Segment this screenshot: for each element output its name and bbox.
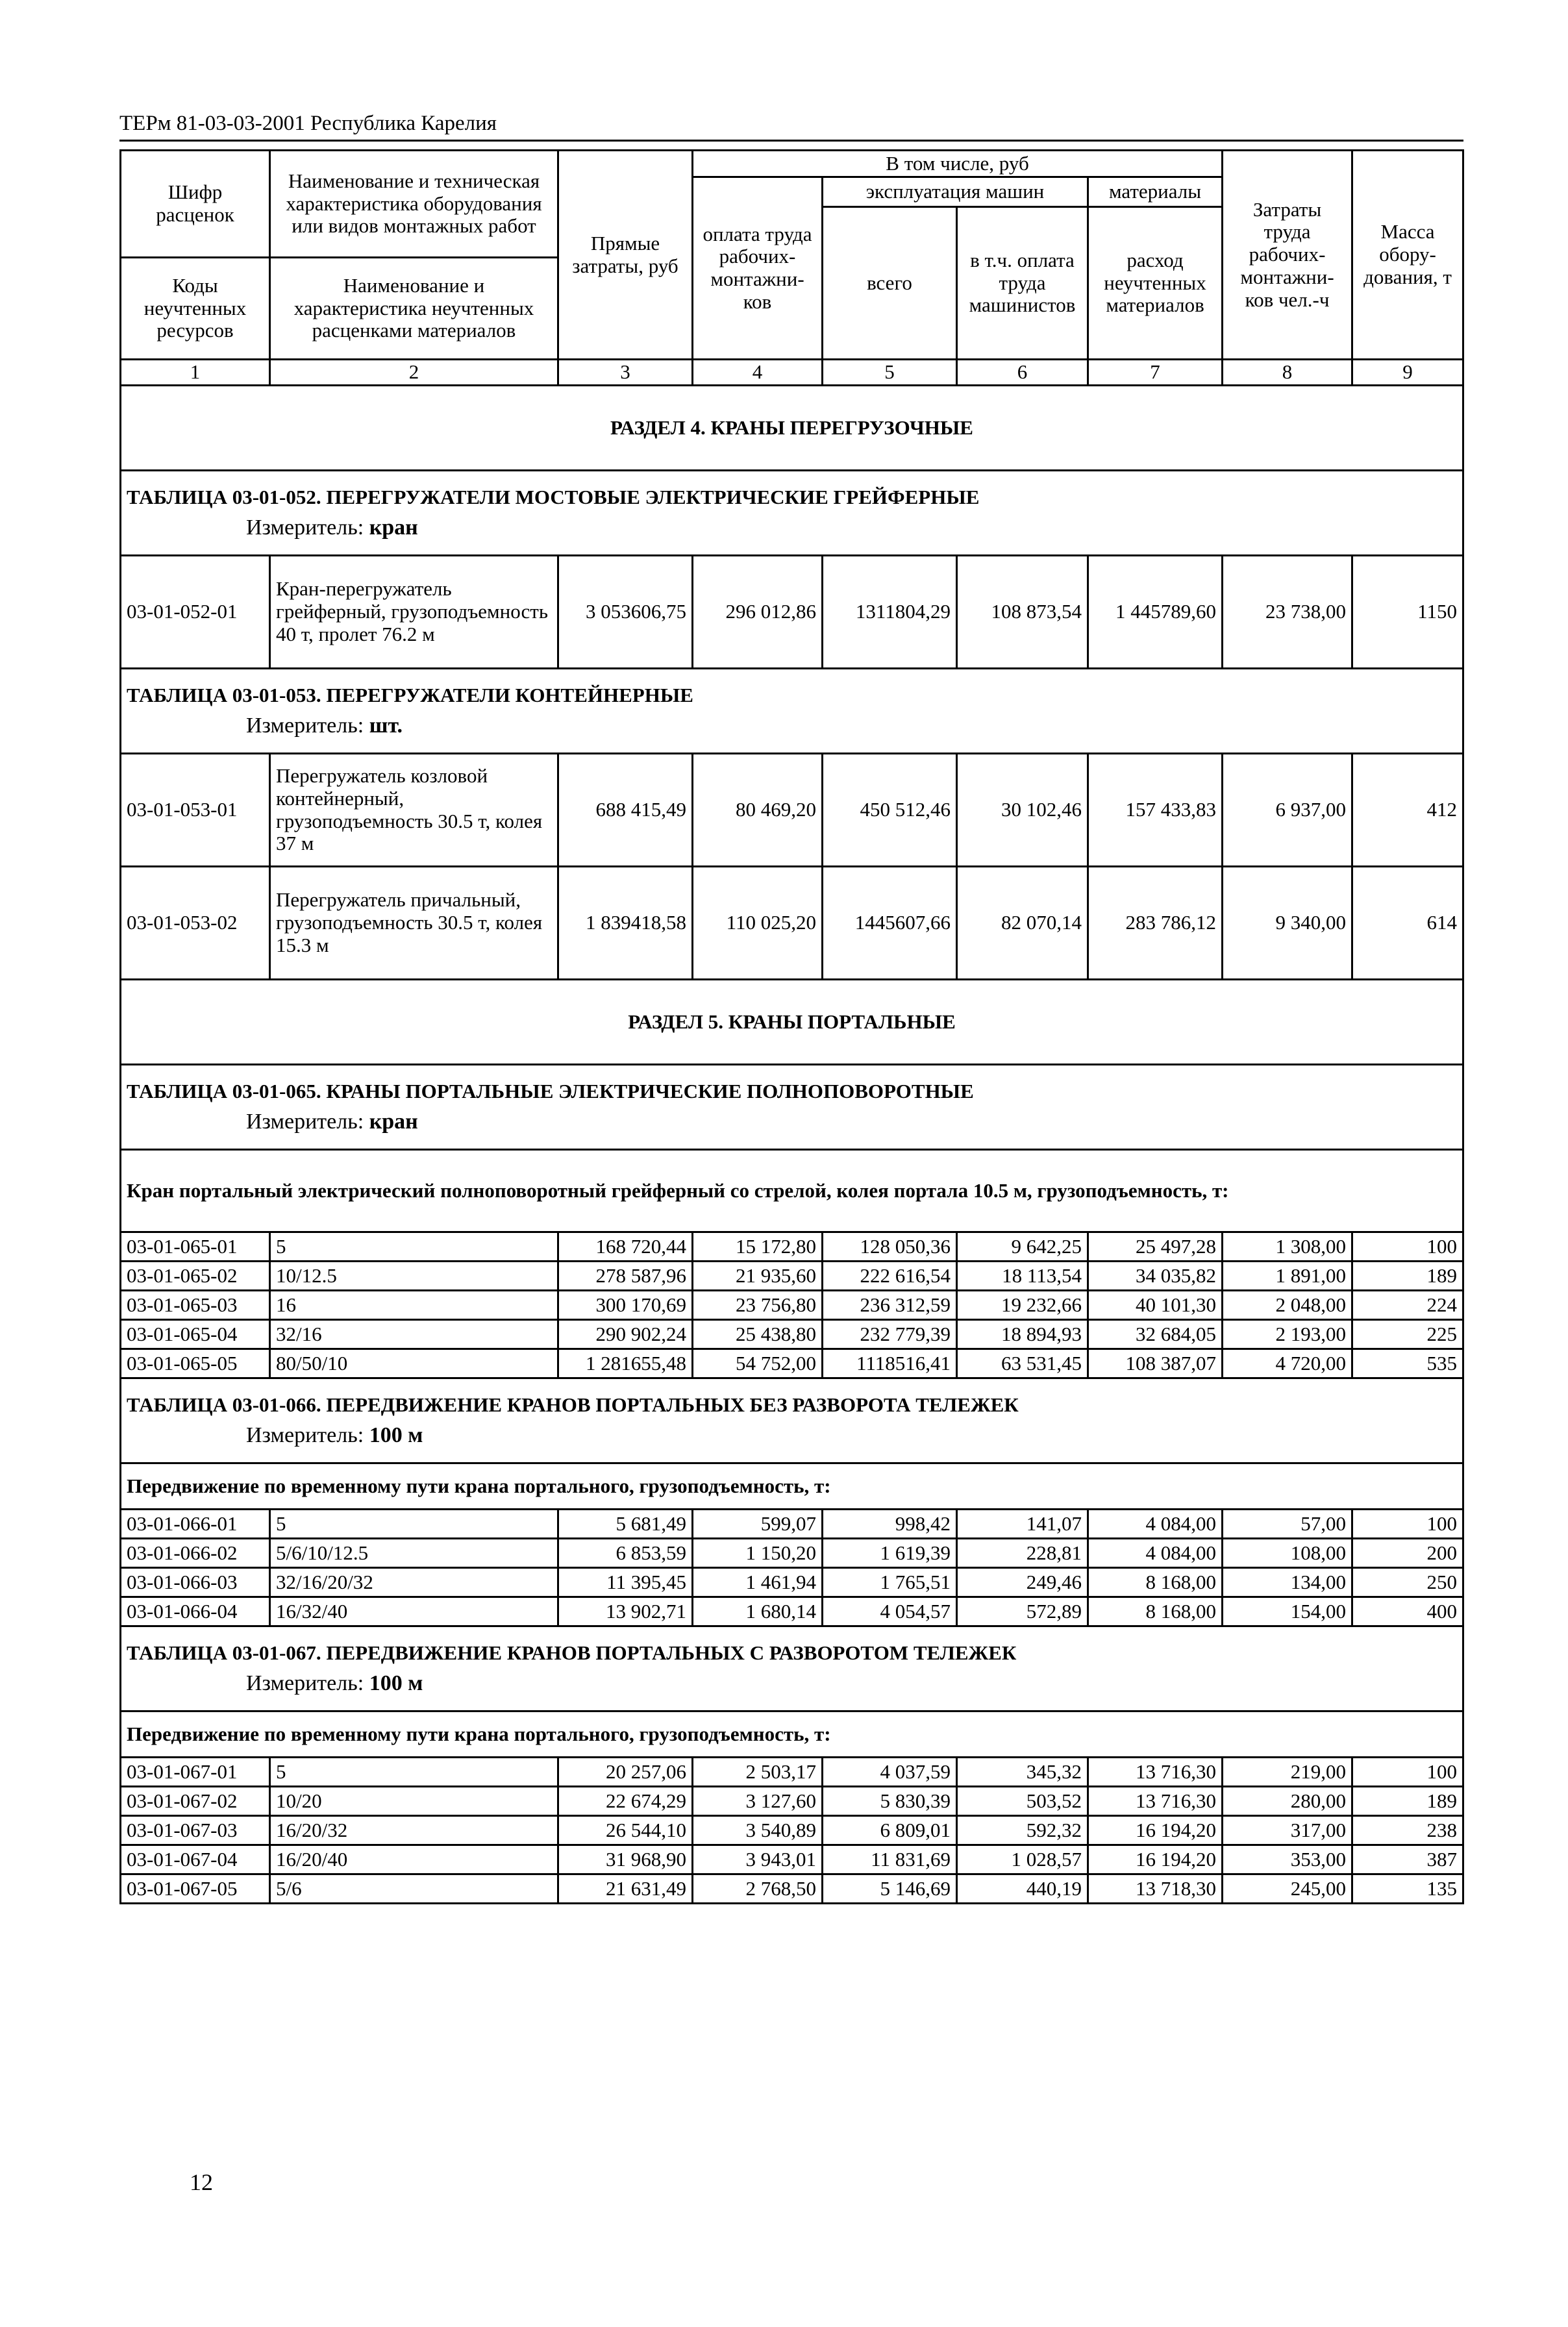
rate-code: 03-01-066-01 (121, 1510, 270, 1539)
labor-hours: 280,00 (1223, 1787, 1352, 1816)
item-name: 10/12.5 (270, 1262, 558, 1291)
machinist-wages: 141,07 (957, 1510, 1088, 1539)
column-numbers-row (121, 360, 1463, 386)
equipment-mass: 224 (1352, 1291, 1463, 1320)
direct-costs: 6 853,59 (558, 1539, 693, 1568)
work-description: Передвижение по временному пути крана портального, грузоподъемность, т: (121, 1711, 1463, 1758)
equipment-mass: 100 (1352, 1758, 1463, 1787)
table-title: ТАБЛИЦА 03-01-053. ПЕРЕГРУЖАТЕЛИ КОНТЕЙНЕРНЫЕ (127, 684, 693, 707)
table-row (121, 1510, 1463, 1539)
machinist-wages: 108 873,54 (957, 556, 1088, 669)
item-name: 32/16 (270, 1320, 558, 1349)
rate-code: 03-01-066-04 (121, 1597, 270, 1626)
labor-hours: 134,00 (1223, 1568, 1352, 1597)
item-name: 32/16/20/32 (270, 1568, 558, 1597)
labor-hours: 108,00 (1223, 1539, 1352, 1568)
header-labor: Затраты труда рабочих-монтажни-ков чел.-ч (1223, 151, 1352, 360)
equipment-mass: 225 (1352, 1320, 1463, 1349)
item-name: Перегружатель козловой контейнерный, грузоподъемность 30.5 т, колея 37 м (270, 754, 558, 867)
rate-code: 03-01-052-01 (121, 556, 270, 669)
column-number: 9 (1352, 360, 1463, 386)
direct-costs: 688 415,49 (558, 754, 693, 867)
table-row (121, 1758, 1463, 1787)
column-number: 7 (1088, 360, 1223, 386)
labor-hours: 219,00 (1223, 1758, 1352, 1787)
table-row (121, 1874, 1463, 1904)
worker-wages: 110 025,20 (693, 867, 823, 980)
materials-cost: 34 035,82 (1088, 1262, 1223, 1291)
worker-wages: 1 150,20 (693, 1539, 823, 1568)
item-name: Кран-перегружатель грейферный, грузоподъемность 40 т, пролет 76.2 м (270, 556, 558, 669)
equipment-mass: 100 (1352, 1510, 1463, 1539)
item-name: 5 (270, 1232, 558, 1262)
materials-cost: 13 718,30 (1088, 1874, 1223, 1904)
item-name: 10/20 (270, 1787, 558, 1816)
section-heading: РАЗДЕЛ 5. КРАНЫ ПОРТАЛЬНЫЕ (121, 980, 1463, 1065)
column-number: 2 (270, 360, 558, 386)
item-name: 16 (270, 1291, 558, 1320)
labor-hours: 23 738,00 (1223, 556, 1352, 669)
materials-cost: 1 445789,60 (1088, 556, 1223, 669)
measure-value: 100 м (369, 1671, 423, 1695)
measure-label: Измеритель: (246, 1671, 364, 1695)
table-row (121, 754, 1463, 867)
item-name: 16/32/40 (270, 1597, 558, 1626)
direct-costs: 300 170,69 (558, 1291, 693, 1320)
table-row (121, 1232, 1463, 1262)
equipment-mass: 250 (1352, 1568, 1463, 1597)
header-machinist-wages: в т.ч. оплата труда машинистов (957, 207, 1088, 360)
materials-cost: 283 786,12 (1088, 867, 1223, 980)
labor-hours: 6 937,00 (1223, 754, 1352, 867)
header-material-names: Наименование и характеристика неучтенных расценками материалов (270, 258, 558, 360)
table-row (121, 1597, 1463, 1626)
machines-total: 222 616,54 (823, 1262, 957, 1291)
equipment-mass: 400 (1352, 1597, 1463, 1626)
rate-code: 03-01-053-02 (121, 867, 270, 980)
machinist-wages: 345,32 (957, 1758, 1088, 1787)
labor-hours: 2 048,00 (1223, 1291, 1352, 1320)
machines-total: 1445607,66 (823, 867, 957, 980)
rate-code: 03-01-067-05 (121, 1874, 270, 1904)
materials-cost: 25 497,28 (1088, 1232, 1223, 1262)
worker-wages: 15 172,80 (693, 1232, 823, 1262)
worker-wages: 599,07 (693, 1510, 823, 1539)
table-title: ТАБЛИЦА 03-01-052. ПЕРЕГРУЖАТЕЛИ МОСТОВЫЕ ЭЛЕКТРИЧЕСКИЕ ГРЕЙФЕРНЫЕ (127, 486, 980, 509)
rate-code: 03-01-065-05 (121, 1349, 270, 1378)
machinist-wages: 9 642,25 (957, 1232, 1088, 1262)
machinist-wages: 592,32 (957, 1816, 1088, 1845)
header-code: Шифр расценок (121, 151, 270, 258)
worker-wages: 80 469,20 (693, 754, 823, 867)
machinist-wages: 503,52 (957, 1787, 1088, 1816)
machines-total: 998,42 (823, 1510, 957, 1539)
item-name: 16/20/40 (270, 1845, 558, 1874)
rate-code: 03-01-065-02 (121, 1262, 270, 1291)
column-number: 6 (957, 360, 1088, 386)
worker-wages: 3 540,89 (693, 1816, 823, 1845)
column-number: 4 (693, 360, 823, 386)
machinist-wages: 18 894,93 (957, 1320, 1088, 1349)
table-title-row (121, 1626, 1463, 1711)
price-table (119, 149, 1464, 1904)
machinist-wages: 440,19 (957, 1874, 1088, 1904)
direct-costs: 21 631,49 (558, 1874, 693, 1904)
measure-unit (127, 1110, 1457, 1134)
labor-hours: 2 193,00 (1223, 1320, 1352, 1349)
header-mass: Масса обору-дования, т (1352, 151, 1463, 360)
worker-wages: 1 680,14 (693, 1597, 823, 1626)
item-name: 5/6 (270, 1874, 558, 1904)
measure-unit (127, 1423, 1457, 1448)
rate-code: 03-01-067-01 (121, 1758, 270, 1787)
labor-hours: 9 340,00 (1223, 867, 1352, 980)
rate-code: 03-01-067-03 (121, 1816, 270, 1845)
worker-wages: 1 461,94 (693, 1568, 823, 1597)
item-name: 5/6/10/12.5 (270, 1539, 558, 1568)
table-row (121, 1539, 1463, 1568)
machines-total: 5 830,39 (823, 1787, 957, 1816)
rate-code: 03-01-067-04 (121, 1845, 270, 1874)
machines-total: 232 779,39 (823, 1320, 957, 1349)
labor-hours: 1 891,00 (1223, 1262, 1352, 1291)
worker-wages: 2 503,17 (693, 1758, 823, 1787)
worker-wages: 2 768,50 (693, 1874, 823, 1904)
item-name: 16/20/32 (270, 1816, 558, 1845)
rate-code: 03-01-067-02 (121, 1787, 270, 1816)
section-heading: РАЗДЕЛ 4. КРАНЫ ПЕРЕГРУЗОЧНЫЕ (121, 386, 1463, 471)
rate-code: 03-01-065-03 (121, 1291, 270, 1320)
materials-cost: 16 194,20 (1088, 1816, 1223, 1845)
labor-hours: 154,00 (1223, 1597, 1352, 1626)
item-name: 80/50/10 (270, 1349, 558, 1378)
measure-value: кран (369, 1109, 418, 1134)
table-row (121, 1845, 1463, 1874)
machines-total: 236 312,59 (823, 1291, 957, 1320)
header-including: В том числе, руб (693, 151, 1223, 177)
direct-costs: 1 839418,58 (558, 867, 693, 980)
rate-code: 03-01-066-02 (121, 1539, 270, 1568)
worker-wages: 3 943,01 (693, 1845, 823, 1874)
section-heading-row (121, 386, 1463, 471)
equipment-mass: 238 (1352, 1816, 1463, 1845)
table-row (121, 556, 1463, 669)
header-direct-costs: Прямые затраты, руб (558, 151, 693, 360)
machinist-wages: 63 531,45 (957, 1349, 1088, 1378)
equipment-mass: 614 (1352, 867, 1463, 980)
machinist-wages: 572,89 (957, 1597, 1088, 1626)
description-row (121, 1711, 1463, 1758)
materials-cost: 32 684,05 (1088, 1320, 1223, 1349)
machines-total: 11 831,69 (823, 1845, 957, 1874)
equipment-mass: 412 (1352, 754, 1463, 867)
machines-total: 450 512,46 (823, 754, 957, 867)
header-unaccounted-materials: расход неучтенных материалов (1088, 207, 1223, 360)
table-title-row (121, 1065, 1463, 1150)
worker-wages: 21 935,60 (693, 1262, 823, 1291)
rate-code: 03-01-065-04 (121, 1320, 270, 1349)
measure-value: кран (369, 515, 418, 540)
description-row (121, 1463, 1463, 1510)
measure-label: Измеритель: (246, 1423, 364, 1447)
direct-costs: 11 395,45 (558, 1568, 693, 1597)
item-name: 5 (270, 1758, 558, 1787)
table-row (121, 1320, 1463, 1349)
machinist-wages: 82 070,14 (957, 867, 1088, 980)
machinist-wages: 19 232,66 (957, 1291, 1088, 1320)
direct-costs: 26 544,10 (558, 1816, 693, 1845)
header-name: Наименование и техническая характеристика оборудования или видов монтажных работ (270, 151, 558, 258)
materials-cost: 8 168,00 (1088, 1597, 1223, 1626)
materials-cost: 108 387,07 (1088, 1349, 1223, 1378)
equipment-mass: 1150 (1352, 556, 1463, 669)
materials-cost: 8 168,00 (1088, 1568, 1223, 1597)
equipment-mass: 100 (1352, 1232, 1463, 1262)
table-row (121, 1349, 1463, 1378)
direct-costs: 278 587,96 (558, 1262, 693, 1291)
machines-total: 4 037,59 (823, 1758, 957, 1787)
page-number: 12 (190, 2169, 213, 2195)
machines-total: 5 146,69 (823, 1874, 957, 1904)
measure-label: Измеритель: (246, 713, 364, 738)
header-machines-total: всего (823, 207, 957, 360)
header-materials: материалы (1088, 177, 1223, 207)
table-title: ТАБЛИЦА 03-01-066. ПЕРЕДВИЖЕНИЕ КРАНОВ ПОРТАЛЬНЫХ БЕЗ РАЗВОРОТА ТЕЛЕЖЕК (127, 1393, 1019, 1417)
document-header: ТЕРм 81-03-03-2001 Республика Карелия (119, 112, 1463, 142)
table-title: ТАБЛИЦА 03-01-067. ПЕРЕДВИЖЕНИЕ КРАНОВ ПОРТАЛЬНЫХ С РАЗВОРОТОМ ТЕЛЕЖЕК (127, 1641, 1017, 1665)
labor-hours: 1 308,00 (1223, 1232, 1352, 1262)
work-description: Кран портальный электрический полноповоротный грейферный со стрелой, колея портала 10.5 м, грузоподъемность, т: (121, 1150, 1463, 1232)
column-number: 8 (1223, 360, 1352, 386)
machines-total: 1311804,29 (823, 556, 957, 669)
column-number: 5 (823, 360, 957, 386)
materials-cost: 13 716,30 (1088, 1758, 1223, 1787)
equipment-mass: 535 (1352, 1349, 1463, 1378)
machinist-wages: 1 028,57 (957, 1845, 1088, 1874)
item-name: 5 (270, 1510, 558, 1539)
worker-wages: 25 438,80 (693, 1320, 823, 1349)
machines-total: 6 809,01 (823, 1816, 957, 1845)
labor-hours: 4 720,00 (1223, 1349, 1352, 1378)
measure-unit (127, 714, 1457, 738)
table-row (121, 1568, 1463, 1597)
table-title: ТАБЛИЦА 03-01-065. КРАНЫ ПОРТАЛЬНЫЕ ЭЛЕКТРИЧЕСКИЕ ПОЛНОПОВОРОТНЫЕ (127, 1080, 974, 1103)
table-row (121, 1816, 1463, 1845)
header-machines: эксплуатация машин (823, 177, 1088, 207)
section-heading-row (121, 980, 1463, 1065)
worker-wages: 296 012,86 (693, 556, 823, 669)
direct-costs: 3 053606,75 (558, 556, 693, 669)
materials-cost: 16 194,20 (1088, 1845, 1223, 1874)
direct-costs: 20 257,06 (558, 1758, 693, 1787)
equipment-mass: 189 (1352, 1787, 1463, 1816)
machinist-wages: 228,81 (957, 1539, 1088, 1568)
materials-cost: 13 716,30 (1088, 1787, 1223, 1816)
rate-code: 03-01-066-03 (121, 1568, 270, 1597)
table-row (121, 1787, 1463, 1816)
machines-total: 128 050,36 (823, 1232, 957, 1262)
header-wages: оплата труда рабочих-монтажни-ков (693, 177, 823, 360)
work-description: Передвижение по временному пути крана портального, грузоподъемность, т: (121, 1463, 1463, 1510)
measure-value: шт. (369, 713, 403, 738)
equipment-mass: 387 (1352, 1845, 1463, 1874)
measure-unit (127, 1671, 1457, 1696)
materials-cost: 4 084,00 (1088, 1510, 1223, 1539)
measure-value: 100 м (369, 1423, 423, 1447)
measure-label: Измеритель: (246, 1109, 364, 1134)
machines-total: 1 765,51 (823, 1568, 957, 1597)
item-name: Перегружатель причальный, грузоподъемность 30.5 т, колея 15.3 м (270, 867, 558, 980)
machines-total: 1118516,41 (823, 1349, 957, 1378)
labor-hours: 353,00 (1223, 1845, 1352, 1874)
machinist-wages: 249,46 (957, 1568, 1088, 1597)
direct-costs: 5 681,49 (558, 1510, 693, 1539)
description-row (121, 1150, 1463, 1232)
rate-code: 03-01-053-01 (121, 754, 270, 867)
equipment-mass: 200 (1352, 1539, 1463, 1568)
worker-wages: 54 752,00 (693, 1349, 823, 1378)
direct-costs: 290 902,24 (558, 1320, 693, 1349)
column-number: 3 (558, 360, 693, 386)
machinist-wages: 30 102,46 (957, 754, 1088, 867)
direct-costs: 31 968,90 (558, 1845, 693, 1874)
table-row (121, 1262, 1463, 1291)
table-row (121, 1291, 1463, 1320)
rate-code: 03-01-065-01 (121, 1232, 270, 1262)
column-number: 1 (121, 360, 270, 386)
table-title-row (121, 471, 1463, 556)
measure-label: Измеритель: (246, 515, 364, 540)
measure-unit (127, 516, 1457, 540)
direct-costs: 22 674,29 (558, 1787, 693, 1816)
table-title-row (121, 1378, 1463, 1463)
worker-wages: 23 756,80 (693, 1291, 823, 1320)
equipment-mass: 189 (1352, 1262, 1463, 1291)
direct-costs: 13 902,71 (558, 1597, 693, 1626)
machines-total: 4 054,57 (823, 1597, 957, 1626)
materials-cost: 4 084,00 (1088, 1539, 1223, 1568)
labor-hours: 57,00 (1223, 1510, 1352, 1539)
machinist-wages: 18 113,54 (957, 1262, 1088, 1291)
header-resource-codes: Коды неучтенных ресурсов (121, 258, 270, 360)
labor-hours: 245,00 (1223, 1874, 1352, 1904)
equipment-mass: 135 (1352, 1874, 1463, 1904)
table-title-row (121, 669, 1463, 754)
direct-costs: 168 720,44 (558, 1232, 693, 1262)
materials-cost: 157 433,83 (1088, 754, 1223, 867)
materials-cost: 40 101,30 (1088, 1291, 1223, 1320)
machines-total: 1 619,39 (823, 1539, 957, 1568)
table-row (121, 867, 1463, 980)
labor-hours: 317,00 (1223, 1816, 1352, 1845)
direct-costs: 1 281655,48 (558, 1349, 693, 1378)
worker-wages: 3 127,60 (693, 1787, 823, 1816)
